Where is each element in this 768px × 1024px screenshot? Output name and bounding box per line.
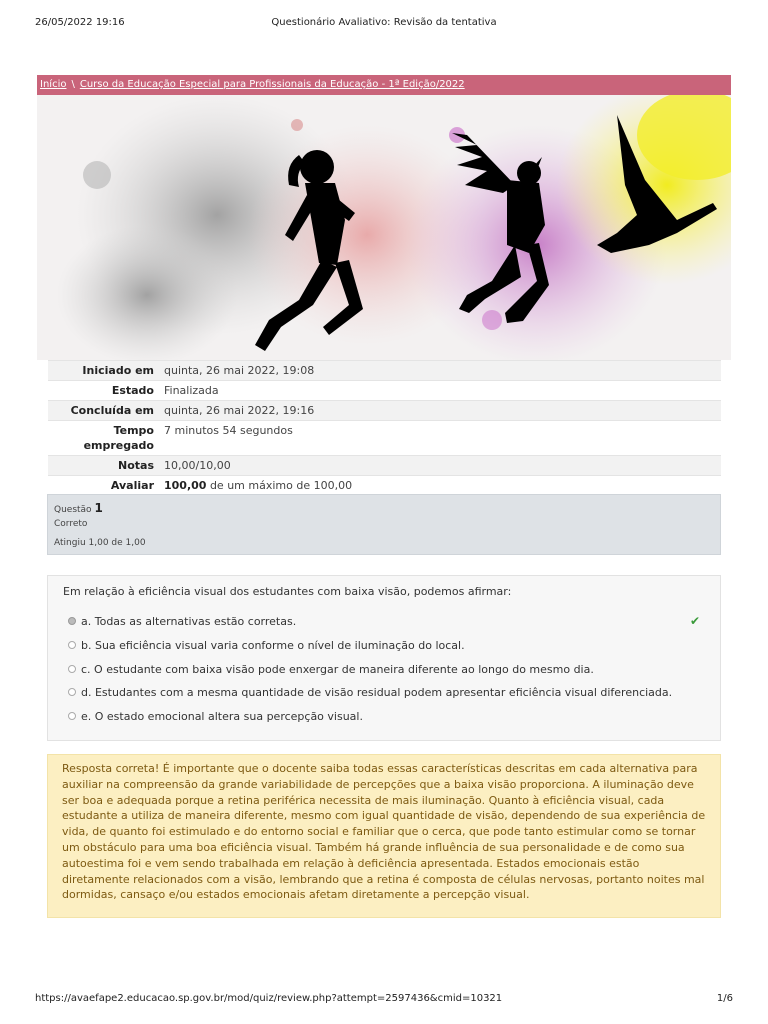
attempt-summary-table — [48, 360, 721, 495]
radio-icon[interactable] — [68, 712, 76, 720]
radio-icon[interactable] — [68, 641, 76, 649]
question-number — [54, 501, 103, 515]
answer-option-d[interactable] — [68, 685, 672, 701]
question-number-value: 1 — [94, 501, 103, 515]
summary-value: Finalizada — [164, 384, 219, 397]
check-icon: ✔ — [690, 614, 701, 628]
print-footer — [0, 993, 768, 1007]
grade-max: de um máximo de 100,00 — [206, 479, 353, 492]
grade-value: 100,00 — [164, 479, 207, 492]
summary-label: Estado — [111, 384, 154, 397]
course-banner — [37, 95, 731, 360]
answer-option-b[interactable] — [68, 638, 465, 654]
print-page-number: 1/6 — [716, 993, 733, 1004]
radio-icon[interactable] — [68, 665, 76, 673]
print-header — [0, 17, 768, 31]
summary-row-grade — [48, 476, 721, 496]
answer-option-c[interactable] — [68, 662, 594, 678]
summary-label: Notas — [118, 459, 154, 472]
question-state: Correto — [54, 519, 88, 529]
question-label: Questão — [54, 505, 92, 515]
answer-text: d. Estudantes com a mesma quantidade de visão residual podem apresentar eficiência visual diferenciada. — [81, 686, 673, 699]
answer-text: e. O estado emocional altera sua percepção visual. — [81, 710, 363, 723]
breadcrumb-separator: \ — [71, 79, 75, 90]
answer-text: c. O estudante com baixa visão pode enxergar de maneira diferente ao longo do mesmo dia. — [81, 663, 594, 676]
summary-value: 10,00/10,00 — [164, 459, 231, 472]
question-content-box — [47, 575, 721, 741]
summary-value: 7 minutos 54 segundos — [164, 424, 293, 437]
answer-feedback: Resposta correta! É importante que o docente saiba todas essas características descritas em cada alternativa para auxiliar na compreensão da grande variabilidade de percepções que a baixa visão proporciona. A iluminação deve ser boa e adequada porque a retina periférica necessita de mais iluminação. Quanto à eficiência visual, cada estudante a utiliza de maneira diferente, mesmo com igual quantidade de visão, dependendo de sua experiência de vida, de quanto foi estimulado e do entorno social e familiar que o cerca, que pode tanto estimular como se tornar um obstáculo para uma boa eficiência visual. Também há grande influência de sua personalidade e de como sua autoestima foi e vem sendo trabalhada em relação à deficiência apresentada. Estados emocionais estão diretamente relacionados com a visão, lembrando que a retina é composta de células nervosas, portanto noites mal dormidas, cansaço e/ou estados emocionais afetam diretamente a percepção visual. — [47, 754, 721, 918]
summary-row-time-taken — [48, 421, 721, 456]
summary-row-state — [48, 381, 721, 401]
summary-row-marks — [48, 456, 721, 476]
question-grade: Atingiu 1,00 de 1,00 — [54, 538, 146, 548]
breadcrumb-home-link[interactable]: Início — [40, 79, 67, 90]
summary-value: quinta, 26 mai 2022, 19:16 — [164, 404, 315, 417]
summary-label: Iniciado em — [82, 364, 154, 377]
summary-label: Tempo empregado — [83, 424, 154, 452]
summary-label: Avaliar — [110, 479, 154, 492]
answer-option-a[interactable] — [68, 614, 296, 630]
summary-label: Concluída em — [70, 404, 154, 417]
print-title: Questionário Avaliativo: Revisão da tentativa — [271, 17, 497, 28]
question-info-box — [47, 494, 721, 555]
breadcrumb — [37, 75, 731, 95]
answer-text: b. Sua eficiência visual varia conforme o nível de iluminação do local. — [81, 639, 465, 652]
print-url: https://avaefape2.educacao.sp.gov.br/mod/quiz/review.php?attempt=2597436&cmid=10321 — [35, 993, 503, 1004]
summary-value: quinta, 26 mai 2022, 19:08 — [164, 364, 315, 377]
question-prompt: Em relação à eficiência visual dos estudantes com baixa visão, podemos afirmar: — [63, 585, 512, 598]
summary-row-started — [48, 361, 721, 381]
banner-illustration — [37, 95, 731, 360]
radio-icon[interactable] — [68, 688, 76, 696]
summary-row-completed — [48, 401, 721, 421]
radio-selected-icon[interactable] — [68, 617, 76, 625]
breadcrumb-course-link[interactable]: Curso da Educação Especial para Profissionais da Educação - 1ª Edição/2022 — [79, 79, 465, 90]
print-datetime: 26/05/2022 19:16 — [35, 17, 125, 28]
answer-option-e[interactable] — [68, 709, 363, 725]
summary-value — [160, 476, 721, 496]
answer-text: a. Todas as alternativas estão corretas. — [81, 615, 297, 628]
